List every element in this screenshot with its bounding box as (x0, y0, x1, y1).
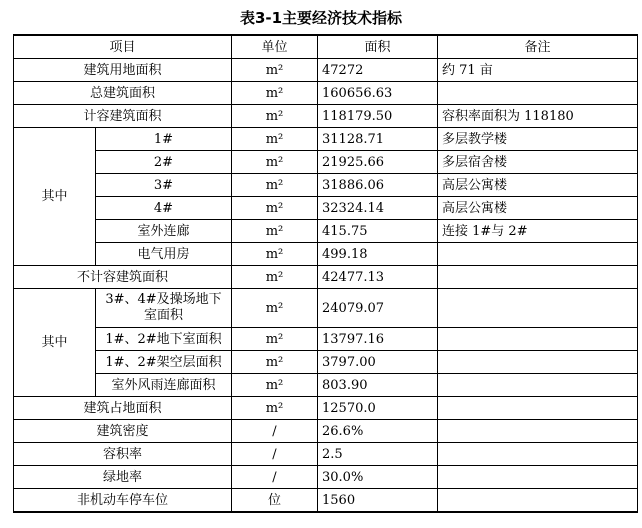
row-item: 室外风雨连廊面积 (96, 374, 232, 397)
row-note: 多层宿舍楼 (438, 151, 638, 174)
table-row (14, 82, 638, 105)
row-item: 建筑密度 (14, 420, 232, 443)
row-item: 建筑占地面积 (14, 397, 232, 420)
row-item: 容积率 (14, 443, 232, 466)
table-row (14, 466, 638, 489)
table-row (14, 489, 638, 513)
header-row (14, 35, 638, 59)
row-unit: m² (232, 151, 318, 174)
economic-indicators-table (13, 34, 638, 513)
table-row (14, 351, 638, 374)
header-unit: 单位 (232, 35, 318, 59)
row-item: 电气用房 (96, 243, 232, 266)
row-area: 47272 (318, 59, 438, 82)
row-item: 4# (96, 197, 232, 220)
row-area: 24079.07 (318, 289, 438, 328)
row-note (438, 266, 638, 289)
row-item: 建筑用地面积 (14, 59, 232, 82)
table-row (14, 328, 638, 351)
row-item: 室外连廊 (96, 220, 232, 243)
row-item: 1#、2#架空层面积 (96, 351, 232, 374)
row-unit: m² (232, 243, 318, 266)
row-note: 容积率面积为 118180 (438, 105, 638, 128)
row-note (438, 443, 638, 466)
row-note: 连接 1#与 2# (438, 220, 638, 243)
row-area: 13797.16 (318, 328, 438, 351)
table-row (14, 174, 638, 197)
header-area: 面积 (318, 35, 438, 59)
row-area: 415.75 (318, 220, 438, 243)
row-unit: m² (232, 266, 318, 289)
row-item: 1#、2#地下室面积 (96, 328, 232, 351)
row-area: 32324.14 (318, 197, 438, 220)
row-area: 21925.66 (318, 151, 438, 174)
row-unit: / (232, 420, 318, 443)
row-unit: m² (232, 328, 318, 351)
row-note (438, 420, 638, 443)
table-row (14, 289, 638, 328)
row-unit: m² (232, 174, 318, 197)
row-note (438, 289, 638, 328)
row-unit: m² (232, 374, 318, 397)
row-area: 1560 (318, 489, 438, 513)
row-note (438, 466, 638, 489)
table-row (14, 197, 638, 220)
row-unit: m² (232, 82, 318, 105)
row-area: 803.90 (318, 374, 438, 397)
table-row (14, 374, 638, 397)
row-unit: m² (232, 289, 318, 328)
table-row (14, 397, 638, 420)
row-area: 30.0% (318, 466, 438, 489)
row-area: 42477.13 (318, 266, 438, 289)
row-note (438, 489, 638, 513)
row-item: 绿地率 (14, 466, 232, 489)
row-unit: m² (232, 351, 318, 374)
table-row (14, 420, 638, 443)
row-unit: m² (232, 59, 318, 82)
row-note (438, 82, 638, 105)
row-unit: / (232, 443, 318, 466)
row-note (438, 374, 638, 397)
row-note (438, 351, 638, 374)
row-area: 160656.63 (318, 82, 438, 105)
row-item: 3#、4#及操场地下室面积 (96, 289, 232, 328)
row-area: 118179.50 (318, 105, 438, 128)
row-area: 26.6% (318, 420, 438, 443)
header-item: 项目 (14, 35, 232, 59)
table-row (14, 443, 638, 466)
table-row (14, 151, 638, 174)
row-note (438, 243, 638, 266)
row-area: 31886.06 (318, 174, 438, 197)
row-area: 12570.0 (318, 397, 438, 420)
table-row (14, 243, 638, 266)
table-row (14, 220, 638, 243)
row-item: 不计容建筑面积 (14, 266, 232, 289)
row-unit: m² (232, 197, 318, 220)
group-label-counted: 其中 (14, 128, 96, 266)
row-area: 31128.71 (318, 128, 438, 151)
table-row (14, 266, 638, 289)
header-note: 备注 (438, 35, 638, 59)
row-unit: 位 (232, 489, 318, 513)
row-note (438, 397, 638, 420)
row-note: 多层教学楼 (438, 128, 638, 151)
table-row (14, 59, 638, 82)
table-row (14, 105, 638, 128)
row-item: 总建筑面积 (14, 82, 232, 105)
group-label-uncounted: 其中 (14, 289, 96, 397)
row-area: 499.18 (318, 243, 438, 266)
table-title: 表3-1主要经济技术指标 (239, 9, 403, 27)
row-note: 高层公寓楼 (438, 174, 638, 197)
row-area: 2.5 (318, 443, 438, 466)
row-item: 计容建筑面积 (14, 105, 232, 128)
row-item: 非机动车停车位 (14, 489, 232, 513)
row-note: 约 71 亩 (438, 59, 638, 82)
row-unit: m² (232, 397, 318, 420)
row-unit: / (232, 466, 318, 489)
row-unit: m² (232, 105, 318, 128)
row-unit: m² (232, 128, 318, 151)
row-item: 2# (96, 151, 232, 174)
row-item: 3# (96, 174, 232, 197)
row-area: 3797.00 (318, 351, 438, 374)
row-note (438, 328, 638, 351)
table-row (14, 128, 638, 151)
row-note: 高层公寓楼 (438, 197, 638, 220)
row-item: 1# (96, 128, 232, 151)
row-unit: m² (232, 220, 318, 243)
